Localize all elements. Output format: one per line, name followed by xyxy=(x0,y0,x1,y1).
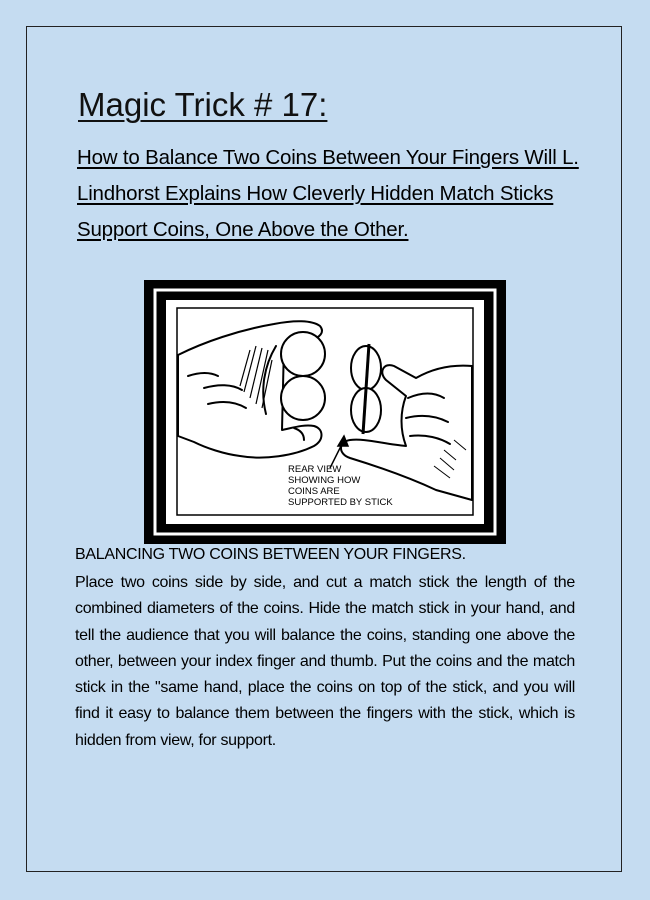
caption-line-1: REAR VIEW xyxy=(288,464,342,475)
caption-line-2: SHOWING HOW xyxy=(288,475,361,486)
article-heading: BALANCING TWO COINS BETWEEN YOUR FINGERS. xyxy=(75,546,466,563)
caption-line-4: SUPPORTED BY STICK xyxy=(288,497,393,508)
article-body: Place two coins side by side, and cut a match stick the length of the combined diameters of the coins. Hide the match stick in your hand, and tell the audience that you will balance the coins, standing one above the other, between your index finger and thumb. Put the coins and the match stick in the "same hand, place the coins on top of the stick, and you will find it easy to balance them between the fingers with the stick, which is hidden from view, for support. xyxy=(75,574,575,749)
coin-trick-illustration xyxy=(144,280,506,544)
page-subtitle: How to Balance Two Coins Between Your Fingers Will L. Lindhorst Explains How Cleverly Hidden Match Sticks Support Coins, One Above the Other. xyxy=(77,146,579,241)
caption-line-3: COINS ARE xyxy=(288,486,340,497)
page-title: Magic Trick # 17: xyxy=(78,86,328,123)
illustration-drawing xyxy=(144,280,506,544)
